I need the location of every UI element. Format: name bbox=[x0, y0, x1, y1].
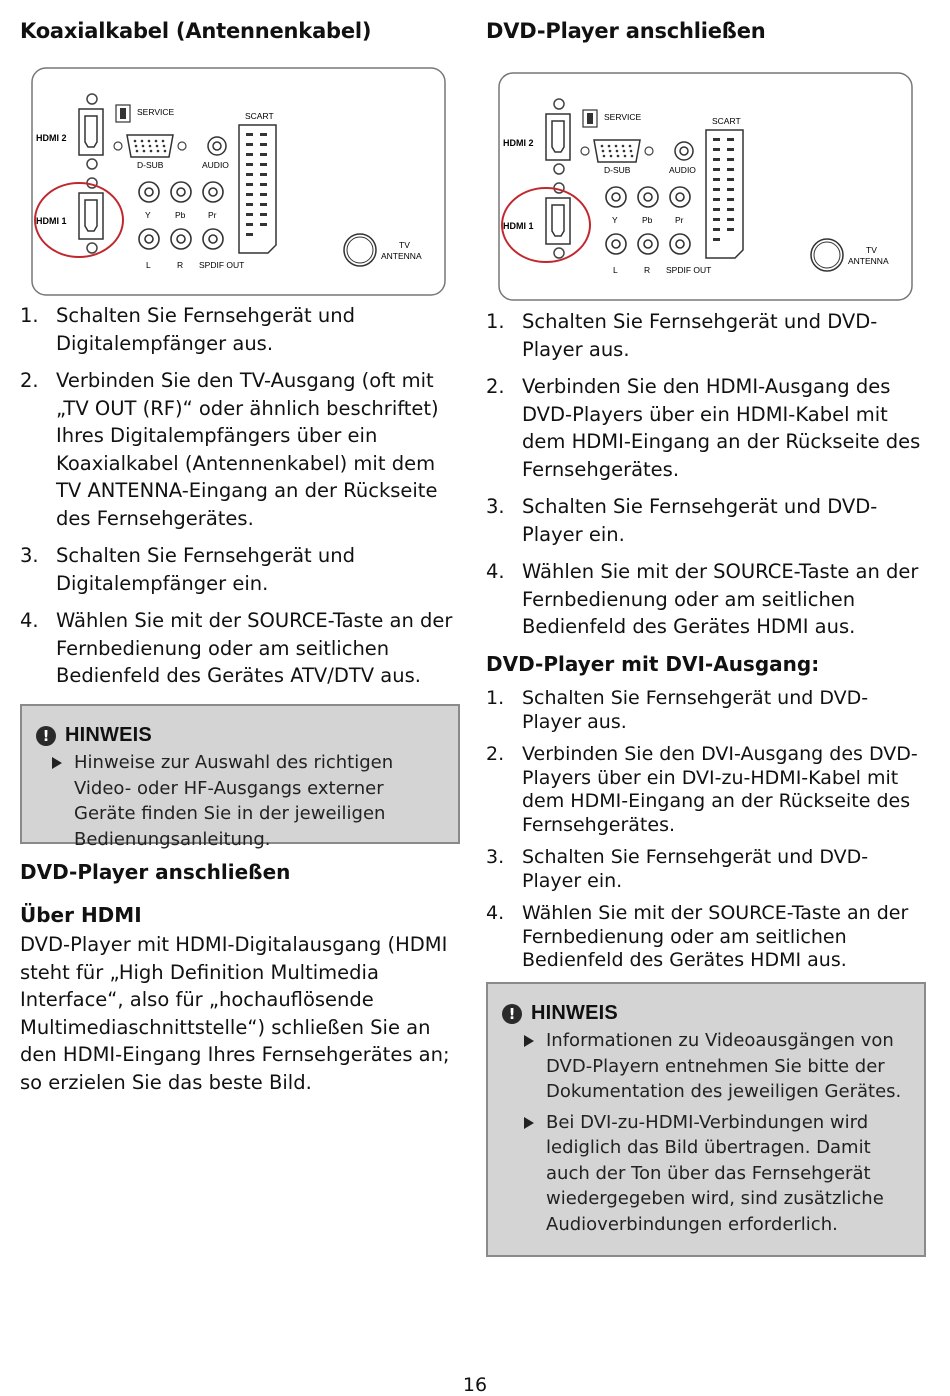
tv-rear-panel-diagram bbox=[31, 67, 447, 297]
list-item: 3. Schalten Sie Fernsehgerät und DVD-Player ein. bbox=[486, 846, 869, 892]
list-item: Hinweise zur Auswahl des richtigen Video- oder HF-Ausgangs externer Geräte finden Sie in der jeweiligen Bedienungsanleitung. bbox=[52, 750, 446, 852]
section-title-dvd: DVD-Player anschließen bbox=[20, 860, 291, 884]
scart-label: SCART bbox=[245, 111, 274, 121]
dvi-steps-list bbox=[486, 687, 926, 982]
dsub-label: D-SUB bbox=[604, 165, 631, 175]
bullet-triangle-icon bbox=[524, 1117, 534, 1129]
list-item: 2. Verbinden Sie den TV-Ausgang (oft mit „TV OUT (RF)“ oder ähnlich beschriftet) Ihres Digitalempfängers über ein Koaxialkabel (Antennenkabel) mit dem TV ANTENNA-Eingang an der Rückseite des Fernsehgerätes. bbox=[20, 369, 439, 530]
section-title-dvd-right: DVD-Player anschließen bbox=[486, 19, 766, 43]
hdmi2-label: HDMI 2 bbox=[503, 138, 534, 148]
audio-label: AUDIO bbox=[669, 165, 696, 175]
list-item: 2. Verbinden Sie den HDMI-Ausgang des DVD-Players über ein HDMI-Kabel mit dem HDMI-Eingang an der Rückseite des Fernsehgerätes. bbox=[486, 375, 921, 481]
tv-rear-panel-diagram-right bbox=[498, 72, 914, 302]
y-label: Y bbox=[145, 210, 151, 220]
list-item: Bei DVI-zu-HDMI-Verbindungen wird lediglich das Bild übertragen. Damit auch der Ton über das Fernsehgerät wiedergegeben wird, sind zusätzliche Audioverbindungen erforderlich. bbox=[524, 1110, 912, 1238]
l-label: L bbox=[613, 265, 618, 275]
tv-label: TV bbox=[866, 245, 877, 255]
hdmi1-label: HDMI 1 bbox=[36, 216, 67, 226]
l-label: L bbox=[146, 260, 151, 270]
list-item: 1. Schalten Sie Fernsehgerät und DVD-Player aus. bbox=[486, 687, 869, 733]
list-item: 4. Wählen Sie mit der SOURCE-Taste an der Fernbedienung oder am seitlichen Bedienfeld des Gerätes HDMI aus. bbox=[486, 560, 919, 638]
section-title-coax: Koaxialkabel (Antennenkabel) bbox=[20, 19, 372, 43]
coax-steps-list bbox=[20, 302, 460, 700]
pb-label: Pb bbox=[642, 215, 653, 225]
list-item: 4. Wählen Sie mit der SOURCE-Taste an der Fernbedienung oder am seitlichen Bedienfeld des Gerätes ATV/DTV aus. bbox=[20, 609, 453, 687]
page-number: 16 bbox=[462, 1374, 488, 1396]
pr-label: Pr bbox=[208, 210, 217, 220]
service-label: SERVICE bbox=[604, 112, 642, 122]
note-box-right bbox=[486, 982, 926, 1257]
r-label: R bbox=[644, 265, 651, 275]
note-list bbox=[524, 1028, 912, 1242]
list-item: 4. Wählen Sie mit der SOURCE-Taste an der Fernbedienung oder am seitlichen Bedienfeld des Gerätes HDMI aus. bbox=[486, 902, 909, 971]
service-label: SERVICE bbox=[137, 107, 175, 117]
list-item: Informationen zu Videoausgängen von DVD-Playern entnehmen Sie bitte der Dokumentation des jeweiligen Gerätes. bbox=[524, 1028, 912, 1105]
y-label: Y bbox=[612, 215, 618, 225]
note-list bbox=[52, 750, 446, 857]
pb-label: Pb bbox=[175, 210, 186, 220]
audio-label: AUDIO bbox=[202, 160, 229, 170]
list-item: 2. Verbinden Sie den DVI-Ausgang des DVD-Players über ein DVI-zu-HDMI-Kabel mit dem HDMI-Eingang an der Rückseite des Fernsehgerätes. bbox=[486, 743, 918, 836]
bullet-triangle-icon bbox=[52, 757, 62, 769]
list-item: 3. Schalten Sie Fernsehgerät und Digitalempfänger ein. bbox=[20, 544, 355, 595]
note-header: ! HINWEIS bbox=[36, 724, 152, 747]
spdif-label: SPDIF OUT bbox=[666, 265, 712, 275]
spdif-label: SPDIF OUT bbox=[199, 260, 245, 270]
hdmi-paragraph: DVD-Player mit HDMI-Digitalausgang (HDMI steht für „High Definition Multimedia Interface“, also für „hochauflösende Multimediaschnittstelle“) schließen Sie an den HDMI-Eingang Ihres Fernsehgerätes an; so erzielen Sie das beste Bild. bbox=[20, 933, 450, 1094]
r-label: R bbox=[177, 260, 184, 270]
hdmi1-label: HDMI 1 bbox=[503, 221, 534, 231]
bullet-triangle-icon bbox=[524, 1035, 534, 1047]
tv-label: TV bbox=[399, 240, 410, 250]
pr-label: Pr bbox=[675, 215, 684, 225]
note-header: ! HINWEIS bbox=[502, 1002, 618, 1025]
dsub-label: D-SUB bbox=[137, 160, 164, 170]
dvi-title: DVD-Player mit DVI-Ausgang: bbox=[486, 652, 820, 676]
antenna-label: ANTENNA bbox=[381, 251, 422, 261]
exclamation-icon: ! bbox=[36, 726, 56, 746]
list-item: 1. Schalten Sie Fernsehgerät und DVD-Player aus. bbox=[486, 310, 878, 361]
hdmi2-label: HDMI 2 bbox=[36, 133, 67, 143]
scart-label: SCART bbox=[712, 116, 741, 126]
note-box-left bbox=[20, 704, 460, 850]
hdmi-steps-list bbox=[486, 308, 926, 651]
list-item: 3. Schalten Sie Fernsehgerät und DVD-Player ein. bbox=[486, 495, 878, 546]
sub-title-hdmi: Über HDMI bbox=[20, 903, 142, 927]
list-item: 1. Schalten Sie Fernsehgerät und Digitalempfänger aus. bbox=[20, 304, 355, 355]
exclamation-icon: ! bbox=[502, 1004, 522, 1024]
antenna-label: ANTENNA bbox=[848, 256, 889, 266]
